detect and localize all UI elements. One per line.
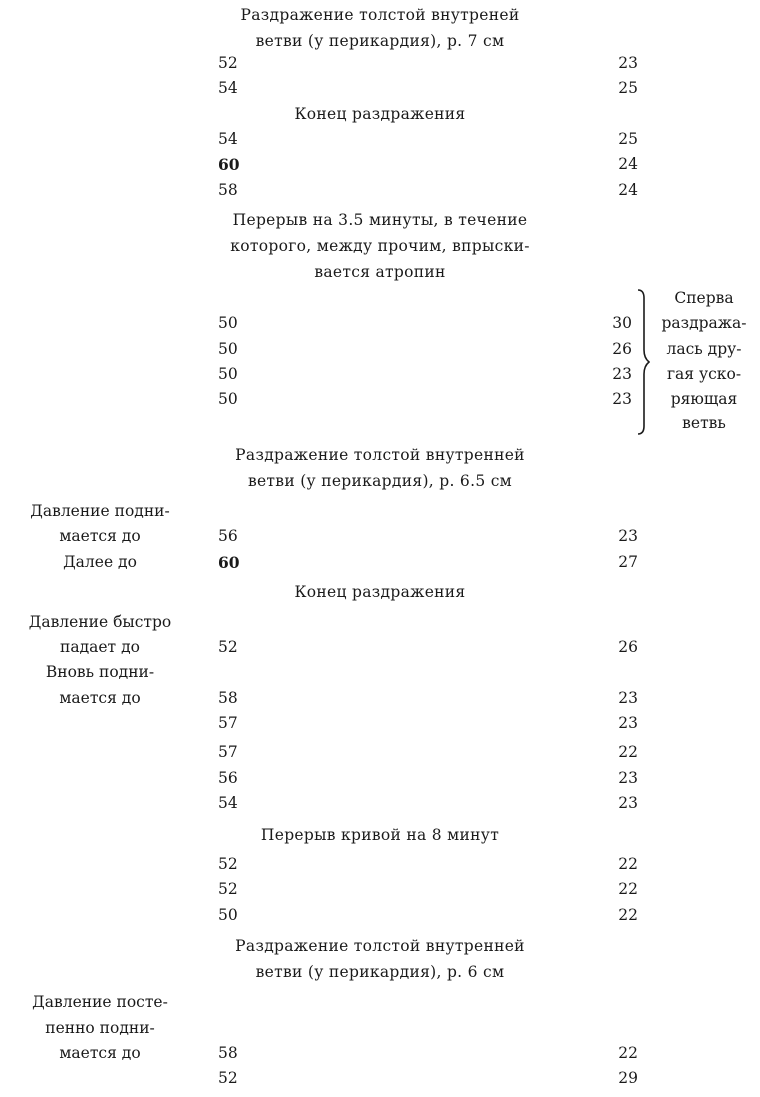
left-value: 54 xyxy=(218,130,238,148)
left-value: 50 xyxy=(218,340,238,358)
right-value: 25 xyxy=(618,130,638,148)
right-value: 23 xyxy=(618,769,638,787)
left-value: 56 xyxy=(218,769,238,787)
left-value: 52 xyxy=(218,880,238,898)
left-note: мается до xyxy=(59,689,141,707)
left-value: 52 xyxy=(218,54,238,72)
left-value: 57 xyxy=(218,743,238,761)
section-heading: Конец раздражения xyxy=(294,583,466,601)
left-note: мается до xyxy=(59,527,141,545)
right-value: 22 xyxy=(618,906,638,924)
left-value: 50 xyxy=(218,314,238,332)
left-note: падает до xyxy=(60,638,140,656)
right-value: 23 xyxy=(618,794,638,812)
left-note: Вновь подни- xyxy=(45,663,155,681)
section-heading: Раздражение толстой внутреней xyxy=(240,6,520,24)
left-value: 50 xyxy=(218,365,238,383)
right-value: 24 xyxy=(618,181,638,199)
right-value: 22 xyxy=(618,743,638,761)
right-value: 23 xyxy=(612,365,632,383)
right-value: 24 xyxy=(618,155,638,173)
section-heading: ветви (у перикардия), р. 7 см xyxy=(255,32,505,50)
left-note: пенно подни- xyxy=(45,1019,155,1037)
section-heading: ветви (у перикардия), р. 6 см xyxy=(255,963,505,981)
side-note-line: гая уско- xyxy=(666,365,742,383)
left-value: 50 xyxy=(218,906,238,924)
right-value: 26 xyxy=(618,638,638,656)
right-value: 23 xyxy=(618,527,638,545)
left-value: 58 xyxy=(218,1044,238,1062)
side-note-line: раздража- xyxy=(661,314,747,332)
left-value: 52 xyxy=(218,1069,238,1087)
right-value: 22 xyxy=(618,1044,638,1062)
left-note: Давление подни- xyxy=(30,502,170,520)
right-value: 23 xyxy=(612,390,632,408)
left-value: 50 xyxy=(218,390,238,408)
right-value: 22 xyxy=(618,855,638,873)
left-note: Далее до xyxy=(63,553,137,571)
right-value: 29 xyxy=(618,1069,638,1087)
section-heading: Раздражение толстой внутренней xyxy=(235,446,525,464)
left-value: 54 xyxy=(218,794,238,812)
left-value: 58 xyxy=(218,689,238,707)
section-heading: Перерыв кривой на 8 минут xyxy=(260,826,500,844)
right-value: 23 xyxy=(618,54,638,72)
section-heading: Раздражение толстой внутренней xyxy=(235,937,525,955)
left-value: 56 xyxy=(218,527,238,545)
left-note: Давление быстро xyxy=(28,613,172,631)
left-value: 60 xyxy=(218,553,240,572)
right-value: 23 xyxy=(618,689,638,707)
left-value: 60 xyxy=(218,155,240,174)
right-value: 30 xyxy=(612,314,632,332)
right-value: 26 xyxy=(612,340,632,358)
left-value: 58 xyxy=(218,181,238,199)
right-value: 22 xyxy=(618,880,638,898)
side-note-line: лась дру- xyxy=(666,340,742,358)
left-value: 52 xyxy=(218,855,238,873)
side-note-line: ветвь xyxy=(682,414,726,432)
right-value: 23 xyxy=(618,714,638,732)
section-heading: Конец раздражения xyxy=(294,105,466,123)
side-note-line: ряющая xyxy=(670,390,738,408)
left-value: 52 xyxy=(218,638,238,656)
right-value: 25 xyxy=(618,79,638,97)
section-heading: Перерыв на 3.5 минуты, в течение xyxy=(232,211,528,229)
right-value: 27 xyxy=(618,553,638,571)
left-value: 54 xyxy=(218,79,238,97)
section-heading: которого, между прочим, впрыски- xyxy=(230,237,530,255)
section-heading: ветви (у перикардия), р. 6.5 см xyxy=(247,472,513,490)
left-note: Давление посте- xyxy=(32,993,168,1011)
section-heading: вается атропин xyxy=(314,263,446,281)
left-value: 57 xyxy=(218,714,238,732)
side-note-line: Сперва xyxy=(674,289,734,307)
left-note: мается до xyxy=(59,1044,141,1062)
